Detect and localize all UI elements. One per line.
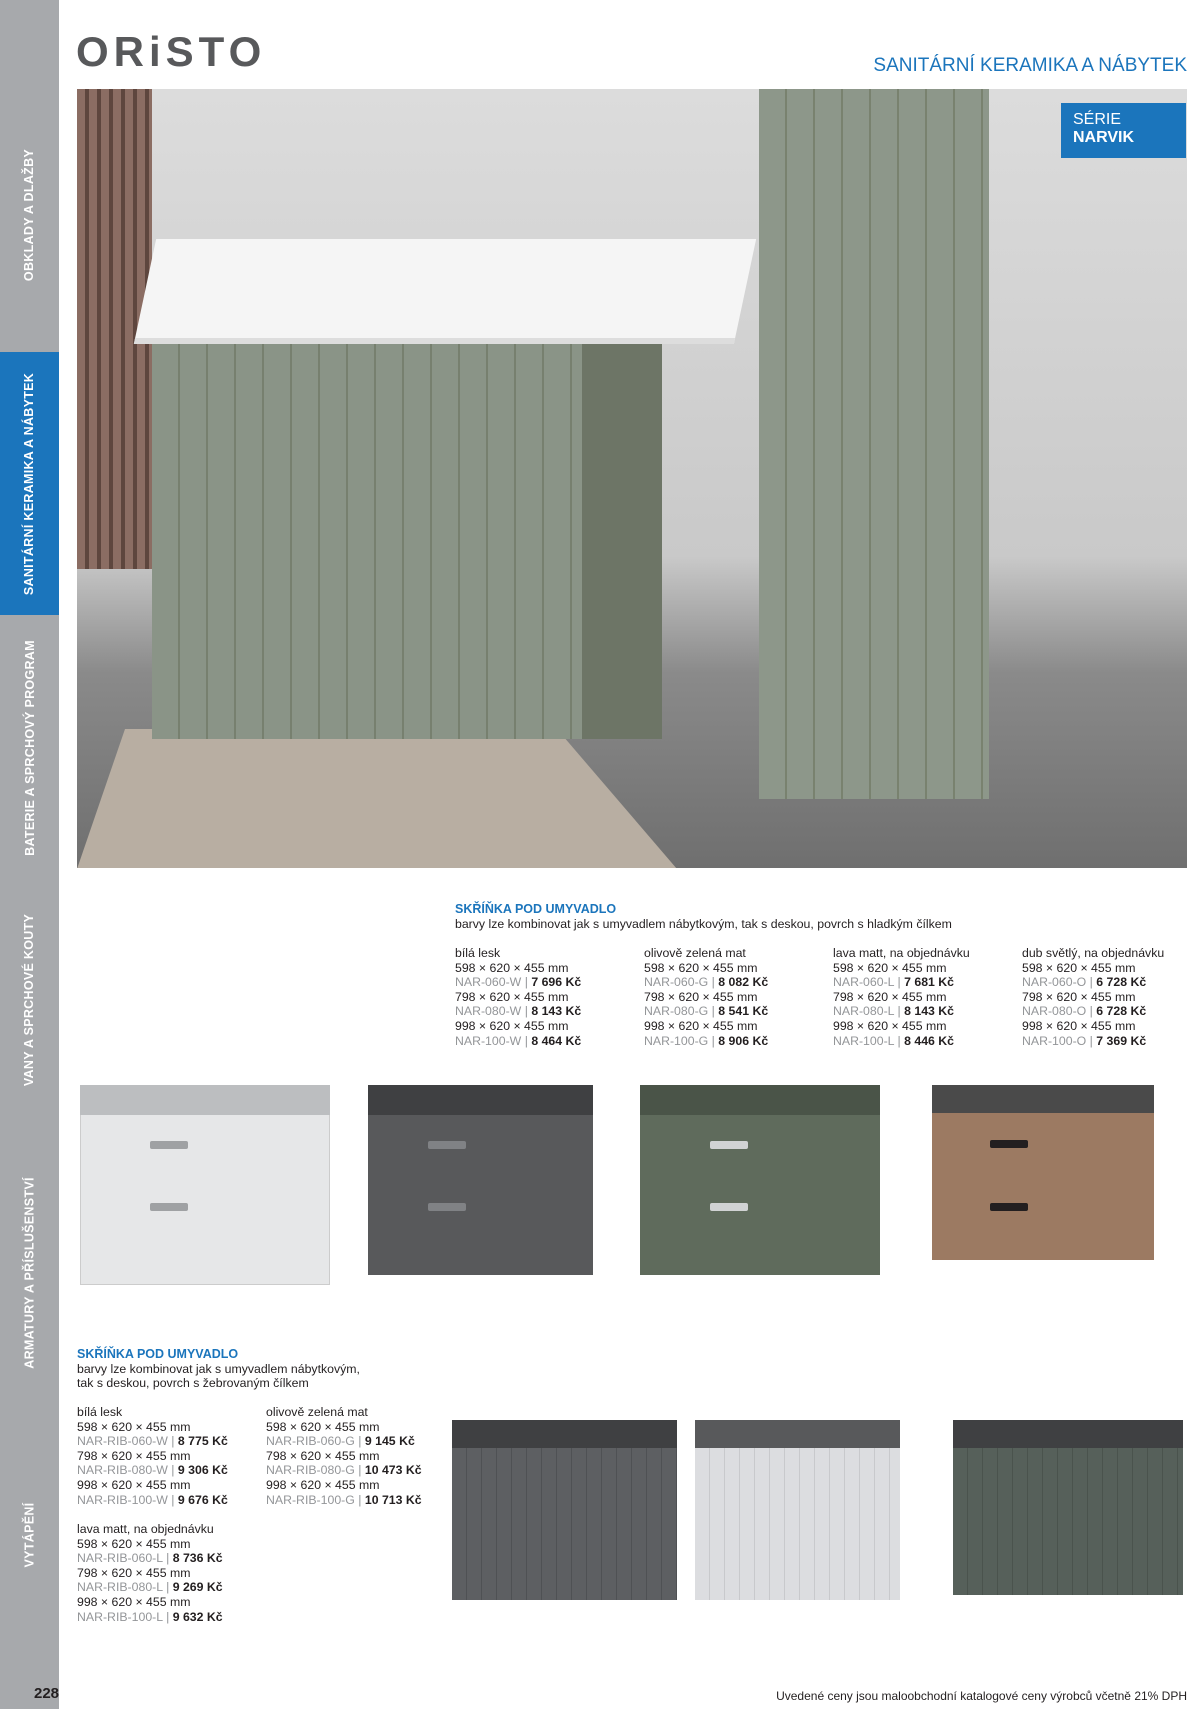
variant-code-price: NAR-RIB-060-G | 9 145 Kč: [266, 1434, 415, 1449]
product-price: 9 676 Kč: [177, 1492, 228, 1507]
product-code: NAR-080-O: [1022, 1004, 1087, 1019]
variant-dimensions: 598 × 620 × 455 mm: [1022, 960, 1136, 975]
product-price: 7 681 Kč: [904, 975, 955, 990]
product-desc-line: barvy lze kombinovat jak s umyvadlem nábytkovým,: [77, 1361, 360, 1376]
variant-dimensions: 998 × 620 × 455 mm: [77, 1594, 191, 1609]
variant-color: bílá lesk: [455, 946, 501, 960]
variant-code-price: NAR-080-L | 8 143 Kč: [833, 1004, 955, 1019]
variant-column: [77, 1522, 223, 1624]
product-code: NAR-100-W: [455, 1033, 522, 1048]
variant-dimensions: 798 × 620 × 455 mm: [1022, 989, 1136, 1004]
tab-label: BATERIE A SPRCHOVÝ PROGRAM: [22, 639, 37, 856]
variant-color: dub světlý, na objednávku: [1022, 946, 1165, 960]
tab-label: VYTÁPĚNÍ: [22, 1502, 37, 1568]
variant-dimensions: 998 × 620 × 455 mm: [455, 1018, 569, 1033]
product-code: NAR-060-O: [1022, 975, 1087, 990]
variant-column: [455, 946, 581, 1048]
product-code: NAR-RIB-100-G: [266, 1492, 355, 1507]
product-desc: barvy lze kombinovat jak s umyvadlem nábytkovým, tak s deskou, povrch s hladkým čílkem: [455, 916, 952, 931]
sidebar-tab-vytapeni[interactable]: [0, 1490, 59, 1580]
product-price: 9 306 Kč: [177, 1463, 228, 1478]
product-1-header: [455, 902, 952, 931]
product-price: 6 728 Kč: [1096, 1004, 1147, 1019]
variant-dimensions: 598 × 620 × 455 mm: [77, 1536, 191, 1551]
product-code: NAR-080-G: [644, 1004, 709, 1019]
variant-column: [77, 1405, 228, 1507]
product-code: NAR-RIB-080-W: [77, 1463, 168, 1478]
product-code: NAR-080-W: [455, 1004, 522, 1019]
product-code: NAR-060-L: [833, 975, 895, 990]
cabinet-white-smooth: [80, 1085, 330, 1285]
variant-color: bílá lesk: [77, 1405, 123, 1419]
product-code: NAR-RIB-080-L: [77, 1580, 163, 1595]
variant-dimensions: 998 × 620 × 455 mm: [833, 1018, 947, 1033]
variant-code-price: NAR-060-W | 7 696 Kč: [455, 975, 582, 990]
variant-color: olivově zelená mat: [266, 1405, 368, 1419]
variant-dimensions: 998 × 620 × 455 mm: [1022, 1018, 1136, 1033]
tall-cabinet: [759, 89, 989, 799]
sidebar-tab-armatury[interactable]: [0, 1160, 59, 1385]
product-title: SKŘÍŇKA POD UMYVADLO: [455, 902, 617, 916]
variant-dimensions: 598 × 620 × 455 mm: [455, 960, 569, 975]
series-badge: [1061, 103, 1186, 158]
product-title: SKŘÍŇKA POD UMYVADLO: [77, 1347, 239, 1361]
variant-code-price: NAR-060-O | 6 728 Kč: [1022, 975, 1147, 990]
variant-dimensions: 798 × 620 × 455 mm: [77, 1565, 191, 1580]
variant-dimensions: 598 × 620 × 455 mm: [77, 1419, 191, 1434]
variant-code-price: NAR-080-G | 8 541 Kč: [644, 1004, 769, 1019]
product-code: NAR-RIB-100-L: [77, 1609, 163, 1624]
product-code: NAR-RIB-100-W: [77, 1492, 168, 1507]
brand-logo: ORiSTO: [76, 28, 267, 75]
variant-color: olivově zelená mat: [644, 946, 746, 960]
variant-code-price: NAR-RIB-080-L | 9 269 Kč: [77, 1580, 223, 1595]
variant-column: [266, 1405, 422, 1507]
product-price: 8 143 Kč: [531, 1004, 582, 1019]
cabinet-lava-smooth: [368, 1085, 593, 1275]
tab-label: SANITÁRNÍ KERAMIKA A NÁBYTEK: [22, 372, 37, 595]
variant-dimensions: 598 × 620 × 455 mm: [266, 1419, 380, 1434]
hero-photo: [77, 89, 1187, 868]
rug: [77, 729, 677, 868]
variant-dimensions: 798 × 620 × 455 mm: [266, 1448, 380, 1463]
variant-color: lava matt, na objednávku: [833, 946, 970, 960]
section-title: SANITÁRNÍ KERAMIKA A NÁBYTEK: [873, 55, 1187, 76]
category-sidebar: [0, 0, 59, 1709]
page-number: 228: [34, 1685, 60, 1702]
variant-dimensions: 998 × 620 × 455 mm: [77, 1477, 191, 1492]
variant-code-price: NAR-RIB-100-G | 10 713 Kč: [266, 1492, 422, 1507]
variant-dimensions: 598 × 620 × 455 mm: [644, 960, 758, 975]
tab-label: OBKLADY A DLAŽBY: [22, 148, 37, 282]
variant-dimensions: 998 × 620 × 455 mm: [644, 1018, 758, 1033]
variant-code-price: NAR-080-W | 8 143 Kč: [455, 1004, 582, 1019]
product-code: NAR-100-G: [644, 1033, 709, 1048]
product-price: 9 269 Kč: [172, 1580, 223, 1595]
product-price: 8 775 Kč: [177, 1434, 228, 1449]
product-code: NAR-RIB-060-L: [77, 1551, 163, 1566]
variant-color: lava matt, na objednávku: [77, 1522, 214, 1536]
product-price: 8 143 Kč: [904, 1004, 955, 1019]
variant-dimensions: 798 × 620 × 455 mm: [833, 989, 947, 1004]
tab-label: ARMATURY A PŘÍSLUŠENSTVÍ: [22, 1176, 37, 1369]
variant-dimensions: 598 × 620 × 455 mm: [833, 960, 947, 975]
variant-code-price: NAR-100-G | 8 906 Kč: [644, 1033, 769, 1048]
variant-dimensions: 798 × 620 × 455 mm: [455, 989, 569, 1004]
sidebar-tab-obklady[interactable]: [0, 130, 59, 300]
product-price: 10 473 Kč: [364, 1463, 422, 1478]
cabinet-olive-ribbed: [953, 1420, 1183, 1595]
product-price: 8 541 Kč: [718, 1004, 769, 1019]
product-price: 8 464 Kč: [531, 1033, 582, 1048]
variant-code-price: NAR-060-G | 8 082 Kč: [644, 975, 769, 990]
variant-code-price: NAR-RIB-100-L | 9 632 Kč: [77, 1609, 223, 1624]
product-code: NAR-100-L: [833, 1033, 895, 1048]
variant-code-price: NAR-100-W | 8 464 Kč: [455, 1033, 582, 1048]
product-2-header: [77, 1347, 360, 1391]
variant-code-price: NAR-080-O | 6 728 Kč: [1022, 1004, 1147, 1019]
washbasin: [134, 239, 756, 344]
product-price: 6 728 Kč: [1096, 975, 1147, 990]
variant-code-price: NAR-100-O | 7 369 Kč: [1022, 1033, 1147, 1048]
variant-dimensions: 998 × 620 × 455 mm: [266, 1477, 380, 1492]
product-desc-line: tak s deskou, povrch s žebrovaným čílkem: [77, 1376, 309, 1391]
product-price: 8 446 Kč: [904, 1033, 955, 1048]
vanity-side: [582, 299, 662, 739]
cabinet-white-ribbed: [695, 1420, 900, 1600]
variant-column: [644, 946, 768, 1048]
variant-dimensions: 798 × 620 × 455 mm: [77, 1448, 191, 1463]
product-price: 8 906 Kč: [718, 1033, 769, 1048]
cabinet-oak-smooth: [932, 1085, 1154, 1260]
product-code: NAR-RIB-060-W: [77, 1434, 168, 1449]
product-code: NAR-RIB-060-G: [266, 1434, 355, 1449]
series-name: NARVIK: [1073, 129, 1135, 146]
product-price: 7 369 Kč: [1096, 1033, 1147, 1048]
cabinet-olive-smooth: [640, 1085, 880, 1275]
sidebar-tab-vany[interactable]: [0, 890, 59, 1110]
product-price: 8 082 Kč: [718, 975, 769, 990]
product-code: NAR-100-O: [1022, 1033, 1087, 1048]
product-price: 8 736 Kč: [172, 1551, 223, 1566]
series-label: SÉRIE: [1073, 111, 1122, 128]
product-code: NAR-080-L: [833, 1004, 895, 1019]
product-price: 9 632 Kč: [172, 1609, 223, 1624]
product-code: NAR-RIB-080-G: [266, 1463, 355, 1478]
variant-column: [833, 946, 970, 1048]
variant-code-price: NAR-RIB-060-L | 8 736 Kč: [77, 1551, 223, 1566]
variant-code-price: NAR-100-L | 8 446 Kč: [833, 1033, 955, 1048]
tab-label: VANY A SPRCHOVÉ KOUTY: [22, 913, 37, 1087]
price-note: Uvedené ceny jsou maloobchodní katalogové ceny výrobců včetně 21% DPH: [776, 1689, 1187, 1703]
product-code: NAR-060-G: [644, 975, 709, 990]
product-price: 9 145 Kč: [364, 1434, 415, 1449]
variant-column: [1022, 946, 1164, 1048]
sidebar-tab-baterie[interactable]: [0, 620, 59, 875]
variant-code-price: NAR-RIB-080-G | 10 473 Kč: [266, 1463, 422, 1478]
product-code: NAR-060-W: [455, 975, 522, 990]
product-price: 10 713 Kč: [364, 1492, 422, 1507]
variant-dimensions: 798 × 620 × 455 mm: [644, 989, 758, 1004]
sidebar-tab-sanitarni[interactable]: [0, 352, 59, 615]
variant-code-price: NAR-RIB-060-W | 8 775 Kč: [77, 1434, 228, 1449]
variant-code-price: NAR-RIB-100-W | 9 676 Kč: [77, 1492, 228, 1507]
product-price: 7 696 Kč: [531, 975, 582, 990]
variant-code-price: NAR-RIB-080-W | 9 306 Kč: [77, 1463, 228, 1478]
cabinet-lava-ribbed: [452, 1420, 677, 1600]
variant-code-price: NAR-060-L | 7 681 Kč: [833, 975, 955, 990]
